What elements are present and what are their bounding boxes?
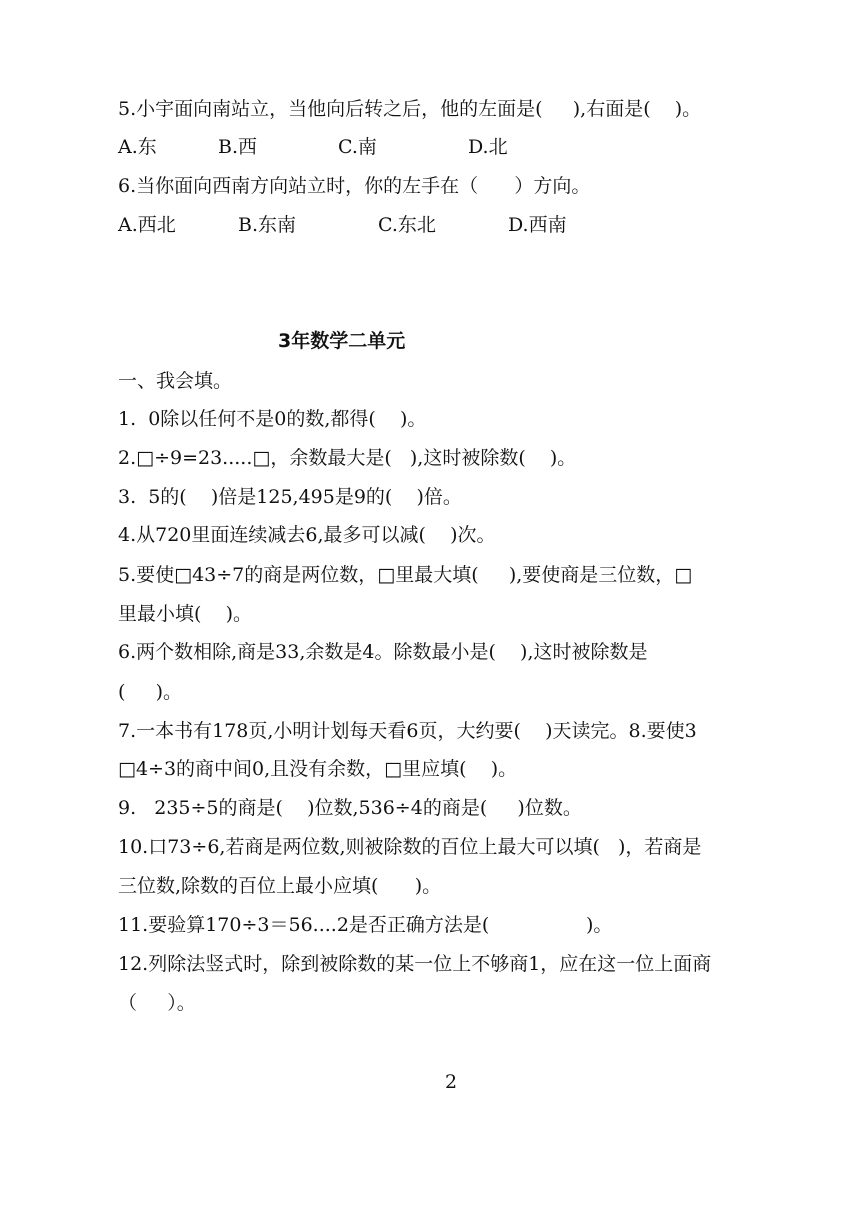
- question-5-text: 5.小宇面向南站立，当他向后转之后，他的左面是( ),右面是( )。: [118, 98, 702, 120]
- fill-line-4: 4.从720里面连续减去6,最多可以减( )次。: [118, 524, 496, 546]
- page-number: 2: [445, 1071, 458, 1093]
- question-5-option-c: C.南: [338, 136, 377, 158]
- question-5-option-a: A.东: [118, 136, 157, 158]
- question-6-option-d: D.西南: [508, 214, 567, 236]
- fill-line-10: 10.口73÷6,若商是两位数,则被除数的百位上最大可以填( )，若商是: [118, 836, 702, 858]
- question-5-option-d: D.北: [468, 136, 508, 158]
- fill-line-10-cont: 三位数,除数的百位上最小应填( )。: [118, 875, 442, 897]
- question-6-option-a: A.西北: [118, 214, 176, 236]
- question-6-option-c: C.东北: [378, 214, 436, 236]
- question-6-option-b: B.东南: [238, 214, 297, 236]
- fill-line-11: 11.要验算170÷3＝56....2是否正确方法是( )。: [118, 914, 613, 936]
- fill-line-12: 12.列除法竖式时，除到被除数的某一位上不够商1，应在这一位上面商: [118, 953, 712, 975]
- fill-line-12-cont: （ ）。: [118, 992, 196, 1014]
- fill-line-8-cont: □4÷3的商中间0,且没有余数，□里应填( )。: [118, 758, 518, 780]
- fill-line-5: 5.要使□43÷7的商是两位数，□里最大填( ),要使商是三位数，□: [118, 564, 693, 586]
- fill-line-6-cont: ( )。: [118, 681, 183, 703]
- fill-line-6: 6.两个数相除,商是33,余数是4。除数最小是( ),这时被除数是: [118, 641, 648, 663]
- unit-title: 3年数学二单元: [278, 330, 406, 352]
- fill-line-5-cont: 里最小填( )。: [118, 603, 252, 625]
- question-6-text: 6.当你面向西南方向站立时，你的左手在（ ）方向。: [118, 175, 591, 197]
- question-5-option-b: B.西: [218, 136, 258, 158]
- section-heading: 一、我会填。: [118, 370, 233, 392]
- fill-line-1: 1. 0除以任何不是0的数,都得( )。: [118, 408, 427, 430]
- fill-line-7: 7.一本书有178页,小明计划每天看6页，大约要( )天读完。8.要使3: [118, 720, 697, 742]
- fill-line-3: 3. 5的( )倍是125,495是9的( )倍。: [118, 486, 462, 508]
- fill-line-9: 9. 235÷5的商是( )位数,536÷4的商是( )位数。: [118, 797, 582, 819]
- fill-line-2: 2.□÷9=23.....□，余数最大是( ),这时被除数( )。: [118, 447, 577, 469]
